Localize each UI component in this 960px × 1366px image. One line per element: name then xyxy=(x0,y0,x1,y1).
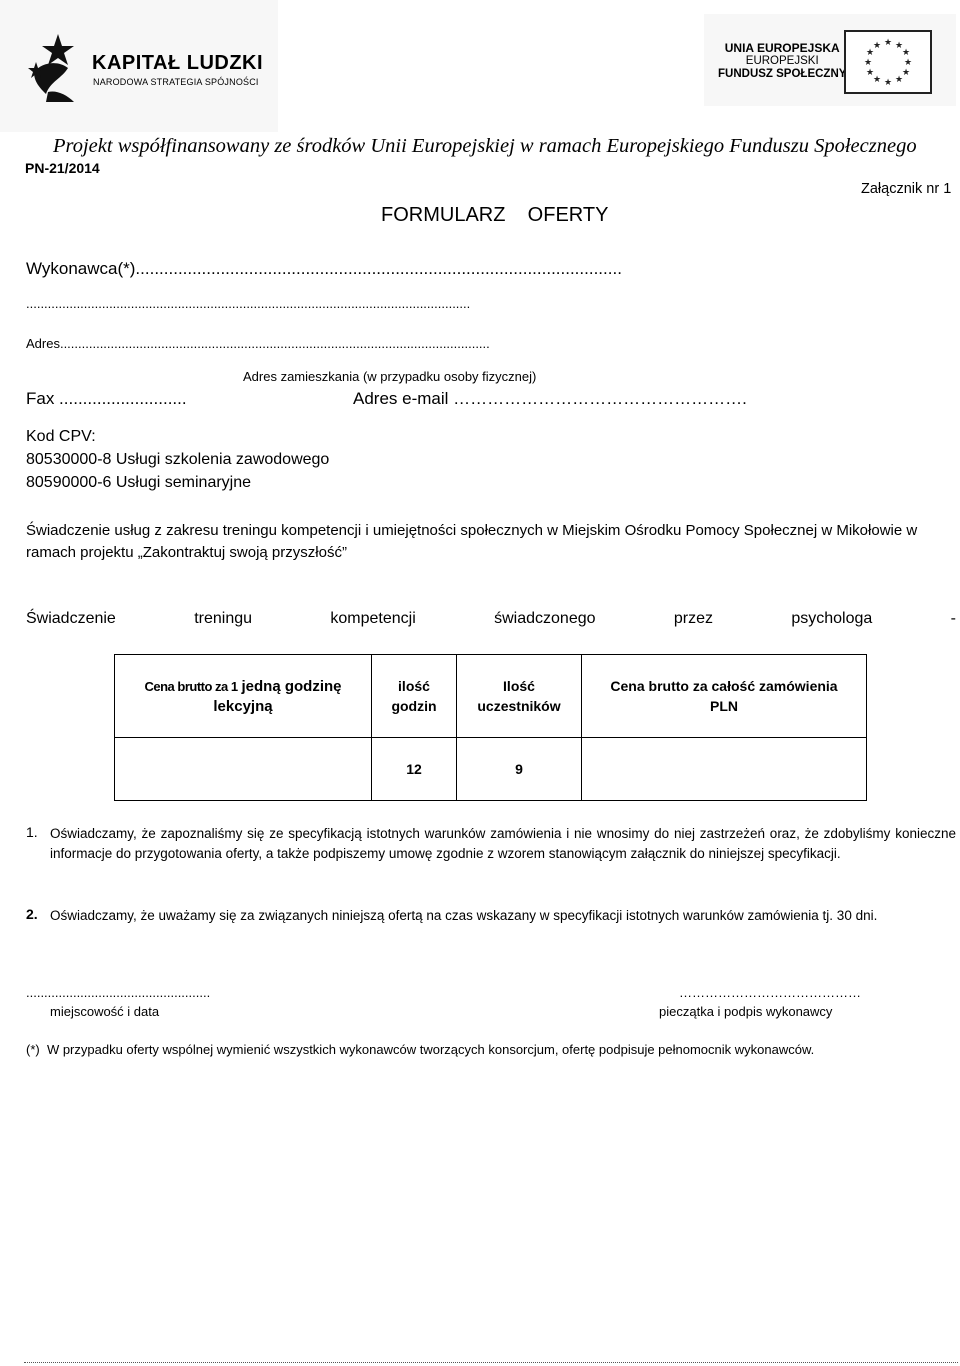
service-word: Świadczenie xyxy=(26,610,116,627)
service-word: przez xyxy=(673,610,713,627)
cell-participants: 9 xyxy=(457,738,582,801)
form-title: FORMULARZ OFERTY xyxy=(381,204,609,226)
service-word: - xyxy=(950,610,956,627)
contractor-field: Wykonawca(*)....................................................................................................... xyxy=(26,259,622,278)
kapital-ludzki-mark-icon xyxy=(28,32,80,104)
price-table xyxy=(114,654,867,801)
declaration-2-text: Oświadczamy, że uważamy się za związanych niniejszą ofertą na czas wskazany w specyfikacji istotnych warunków zamówienia tj. 30 dni. xyxy=(50,908,878,923)
svg-text:★: ★ xyxy=(903,58,913,68)
declaration-1-number: 1. xyxy=(26,824,38,840)
svg-text:★: ★ xyxy=(883,38,893,48)
kapital-ludzki-subtitle: NARODOWA STRATEGIA SPÓJNOŚCI xyxy=(93,77,259,87)
header-total-price-a: Cena brutto za całość zamówienia xyxy=(610,678,838,694)
table-header-row xyxy=(115,655,867,738)
fax-field: Fax ........................... xyxy=(26,389,187,408)
attachment-label: Załącznik nr 1 xyxy=(861,181,952,197)
header-price-per-hour-a: Cena brutto za 1 xyxy=(144,678,238,694)
signature-label: pieczątka i podpis wykonawcy xyxy=(659,1004,833,1019)
svg-text:★: ★ xyxy=(865,68,875,78)
header-price-per-hour xyxy=(115,655,372,738)
service-word: kompetencji xyxy=(330,610,416,627)
header-hours xyxy=(372,655,457,738)
svg-text:★: ★ xyxy=(865,48,875,58)
eu-logo-line1: UNIA EUROPEJSKA xyxy=(724,41,840,55)
header-total-price-b: PLN xyxy=(710,698,738,714)
email-field: Adres e-mail ……………………………………………. xyxy=(353,389,747,408)
place-date-dots: ................................................... xyxy=(26,985,211,1000)
cell-price-per-hour[interactable] xyxy=(115,738,372,801)
header-price-per-hour-b: jedną godzinę xyxy=(241,677,342,695)
footnote: (*) W przypadku oferty wspólnej wymienić wszystkich wykonawców tworzących konsorcjum, ofertę podpisuje pełnomocnik wykonawców. xyxy=(26,1042,815,1057)
bottom-divider xyxy=(24,1362,958,1363)
cell-hours: 12 xyxy=(372,738,457,801)
header-participants-a: Ilość xyxy=(503,678,535,694)
project-funding-line: Projekt współfinansowany ze środków Unii Europejskiej w ramach Europejskiego Funduszu Społecznego xyxy=(53,135,917,157)
eu-logo xyxy=(704,14,956,106)
address-note: Adres zamieszkania (w przypadku osoby fizycznej) xyxy=(243,369,537,384)
svg-text:★: ★ xyxy=(872,75,882,85)
declaration-1-text: Oświadczamy, że zapoznaliśmy się ze specyfikacją istotnych warunków zamówienia i nie wnosimy do niej zastrzeżeń oraz, że zdobyliśmy konieczne informacje do przygotowania oferty, a także podpiszemy umowę zgodnie z wzorem stanowiącym załącznik do niniejszej specyfikacji. xyxy=(50,826,956,861)
svg-text:★: ★ xyxy=(901,68,911,78)
svg-text:★: ★ xyxy=(894,75,904,85)
svg-text:★: ★ xyxy=(872,41,882,51)
place-date-label: miejscowość i data xyxy=(50,1004,160,1019)
cpv-code-2: 80590000-6 Usługi seminaryjne xyxy=(26,474,252,491)
signature-dots: …………………………………… xyxy=(679,985,861,1000)
service-word: psychologa xyxy=(791,610,873,627)
svg-text:★: ★ xyxy=(883,78,893,88)
header-participants-b: uczestników xyxy=(477,698,561,714)
contractor-field-continued: ........................................................................................................................... xyxy=(26,296,471,311)
service-word: treningu xyxy=(194,610,253,627)
header-participants xyxy=(457,655,582,738)
eu-logo-line2: EUROPEJSKI xyxy=(745,55,819,67)
header-total-price xyxy=(582,655,867,738)
svg-text:★: ★ xyxy=(901,48,911,58)
declaration-2-number: 2. xyxy=(26,906,38,922)
eu-logo-line3: FUNDUSZ SPOŁECZNY xyxy=(718,68,847,80)
cpv-code-1: 80530000-8 Usługi szkolenia zawodowego xyxy=(26,451,330,468)
service-word: świadczonego xyxy=(494,610,596,627)
svg-text:★: ★ xyxy=(863,58,873,68)
eu-flag-icon xyxy=(844,30,932,94)
header-hours-a: ilość xyxy=(398,678,430,694)
service-description: Świadczenie usług z zakresu treningu kompetencji i umiejętności społecznych w Miejskim Ośrodku Pomocy Społecznej w Mikołowie w ramach projektu „Zakontraktuj swoją przyszłość” xyxy=(26,522,918,561)
table-row xyxy=(115,738,867,801)
header-price-per-hour-c: lekcyjną xyxy=(213,697,273,715)
kapital-ludzki-logo xyxy=(0,0,278,132)
reference-number: PN-21/2014 xyxy=(25,160,100,176)
kapital-ludzki-title: KAPITAŁ LUDZKI xyxy=(92,52,264,74)
svg-text:★: ★ xyxy=(894,41,904,51)
header-hours-b: godzin xyxy=(391,698,437,714)
service-line xyxy=(26,610,956,628)
cell-total-price[interactable] xyxy=(582,738,867,801)
address-field: Adres....................................................................................................................... xyxy=(26,336,490,351)
cpv-label: Kod CPV: xyxy=(26,428,96,445)
